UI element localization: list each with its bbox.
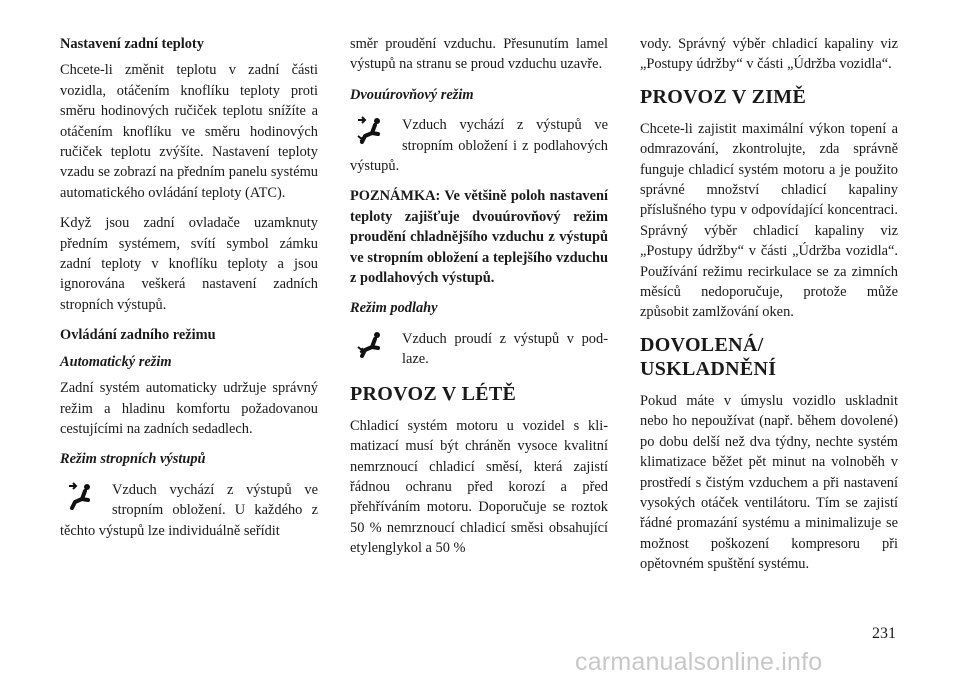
bilevel-mode-block: [350, 115, 608, 176]
heading-ceiling-mode: Režim stropních výstupů: [60, 451, 206, 468]
paragraph-ceiling-mode: Vzduch vychází z výstupů ve stropním obložení. U každého z těchto výstupů lze individuálně seřídit: [60, 481, 318, 539]
paragraph-bilevel-mode: Vzduch vychází z výstupů ve stropním obložení i z podlahových výstupů.: [350, 117, 608, 175]
paragraph-summer-operation: Chladicí systém motoru u vozidel s klimatizací musí být chráněn vysoce kvalitní nemrznoucí chladicí směsí, která zajistí řádnou ochranu před korozí a před přehříváním motoru. Doporučuje se roztok 50 % nemrznoucí chladicí směsi obsahující etylenglykol a 50 %: [350, 417, 608, 557]
heading-floor-mode: Režim podlahy: [350, 300, 438, 317]
bilevel-mode-icon: [356, 115, 390, 145]
paragraph-floor-mode: Vzduch proudí z výstupů v podlaze.: [402, 330, 608, 368]
watermark: carmanualsonline.info: [575, 648, 823, 676]
floor-mode-block: [350, 329, 608, 370]
floor-mode-icon: [356, 329, 390, 359]
paragraph-coolant-reference: vody. Správný výběr chladicí kapaliny viz „Postupy údržby“ v části „Údržba vozidla“.: [640, 36, 898, 73]
paragraph-louver-direction: směr proudění vzduchu. Přesunutím lamel výstupů na stranu se proud vzduchu uzavře.: [350, 36, 608, 73]
page-number: 231: [872, 625, 896, 642]
paragraph-winter-operation: Chcete-li zajistit maximální výkon topení a odmrazování, zkontrolujte, zda správně funguje chladicí systém motoru a je použito správné množství chladicí kapaliny příslušného typu v odpovídající koncentraci. Správný výběr chladicí kapaliny viz „Postupy údržby“ v části „Údržba vozidla“. Používání režimu recirkulace se za zimních měsíců nedoporučuje, protože může způsobit zamlžování oken.: [640, 120, 898, 321]
paragraph-rear-lock: Když jsou zadní ovladače uzamknuty předním systémem, svítí symbol zámku zadní teploty v knoflíku teploty a jsou ignorována veškerá nastavení zadních stropních výstupů.: [60, 215, 318, 313]
ceiling-mode-icon: [66, 480, 100, 510]
heading-winter-operation: PROVOZ V ZIMĚ: [640, 85, 807, 108]
paragraph-auto-mode: Zadní systém automaticky udržuje správný režim a hladinu komfortu požadovanou cestujícími na zadních sedadlech.: [60, 380, 318, 437]
column-left: [60, 34, 318, 541]
column-right: [640, 34, 898, 585]
ceiling-mode-block: [60, 480, 318, 541]
heading-rear-mode-control: Ovládání zadního režimu: [60, 327, 216, 344]
note-bilevel: POZNÁMKA: Ve většině poloh nastavení teploty zajišťuje dvouúrovňový režim proudění chladnějšího vzduchu z výstupů ve stropním obložení a teplejšího vzduchu z podlahových výstupů.: [350, 188, 608, 287]
heading-rear-temperature: Nastavení zadní teploty: [60, 36, 204, 52]
paragraph-vacation-storage: Pokud máte v úmyslu vozidlo uskladnit nebo ho nepoužívat (např. během dovolené) po dobu delší než dva týdny, nechte systém klimatizace běžet pět minut na volnoběh v prostředí s čistým vzduchem a při nastavení vysokých otáček ventilátoru. Tím se zajistí řádné promazání systému a minimalizuje se možnost poškození kompresoru při opětovném spuštění systému.: [640, 392, 898, 573]
heading-auto-mode: Automatický režim: [60, 353, 172, 370]
column-middle: [350, 34, 608, 569]
paragraph-rear-temp-adjust: Chcete-li změnit teplotu v zadní části vozidla, otáčením knoflíku teploty proti směru hodinových ručiček teplotu snížíte a otáčením knoflíku ve směru hodinových ručiček teplotu zvýšíte. Nastavení teploty vzadu se zobrazí na předním panelu systému automatického ovládání teploty (ATC).: [60, 62, 318, 201]
heading-bilevel-mode: Dvouúrovňový režim: [350, 86, 474, 103]
heading-summer-operation: PROVOZ V LÉTĚ: [350, 382, 517, 405]
heading-vacation-storage: DOVOLENÁ/ USKLADNĚNÍ: [640, 333, 777, 380]
